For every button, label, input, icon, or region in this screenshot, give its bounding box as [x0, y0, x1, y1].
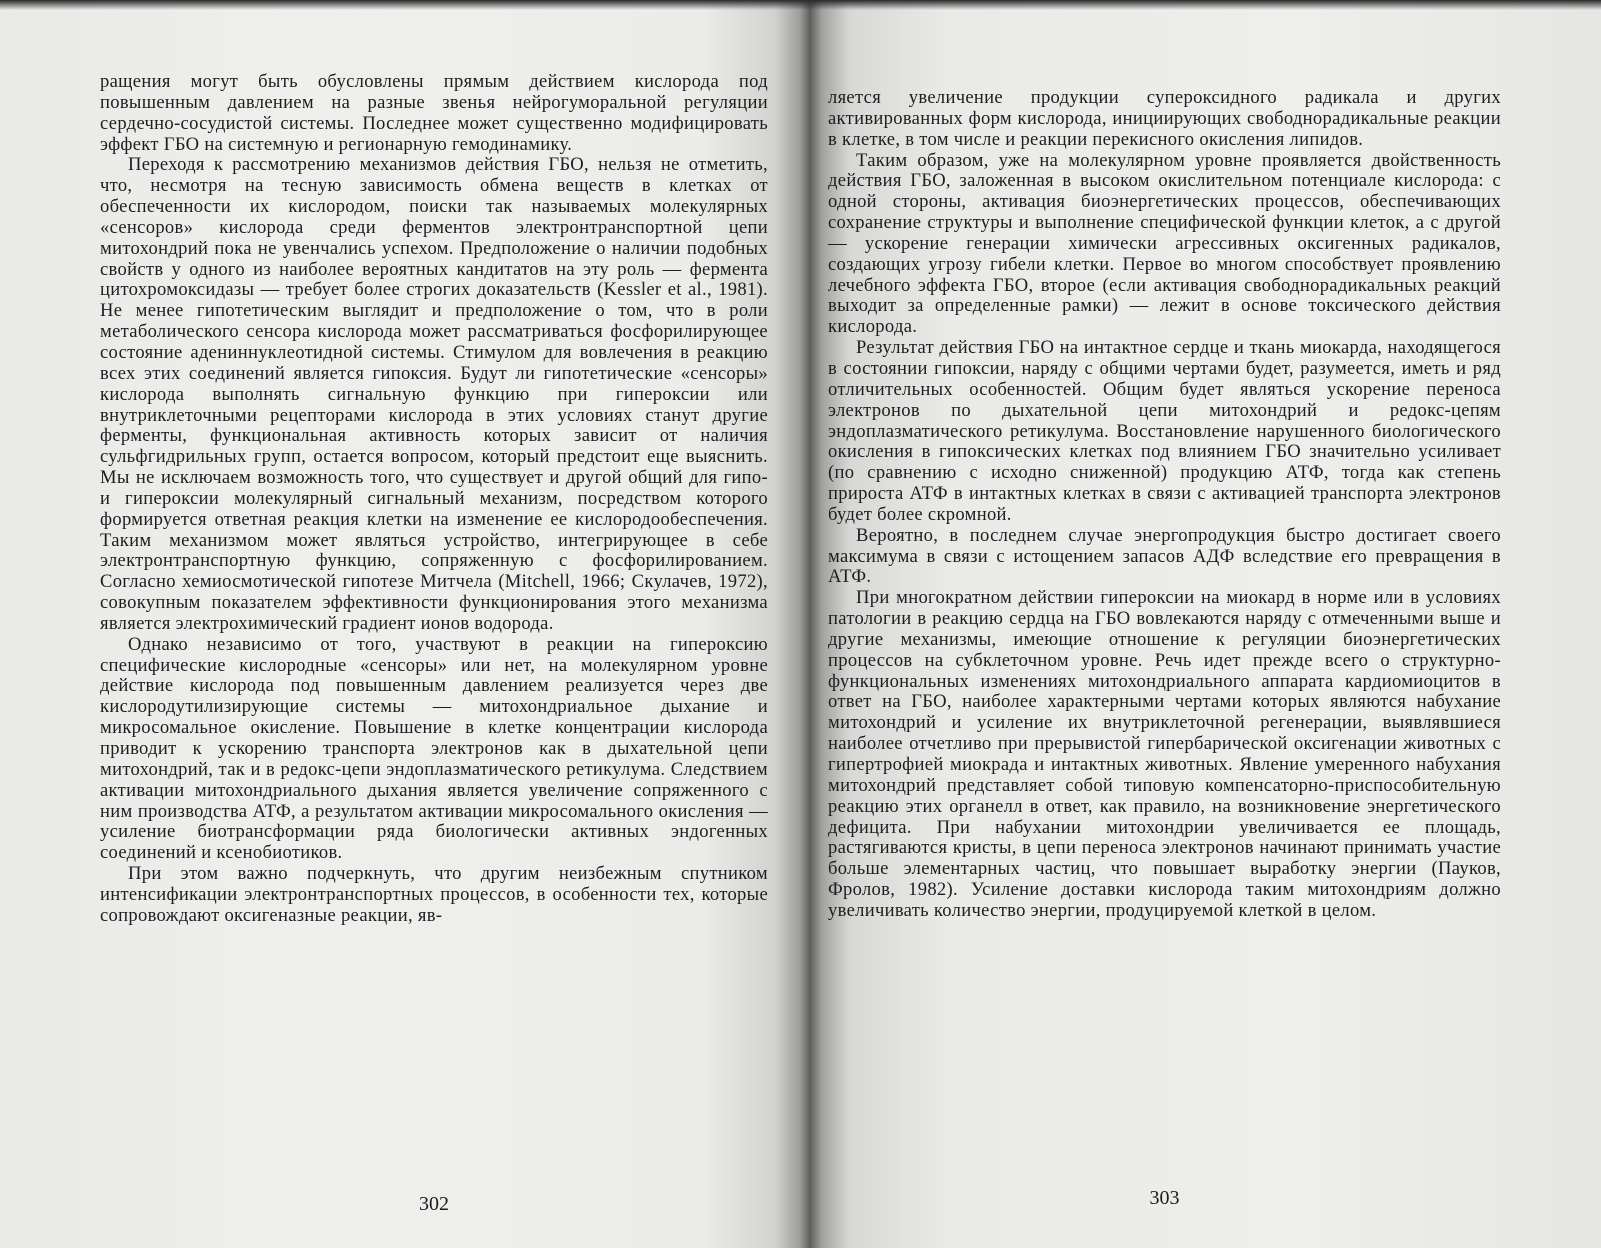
page-number: 302 [419, 1193, 449, 1215]
paragraph: При многократном действии гипероксии на миокард в норме или в условиях патологии в реакцию сердца на ГБО вовлекаются наряду с отмеченными выше и другие механизмы, имеющие отношение к регуляции биоэнергетических процессов на субклеточном уровне. Речь идет прежде всего о структурно-функциональных изменениях митохондриального аппарата кардиомиоцитов в ответ на ГБО, наиболее характерными чертами которых являются набухание митохондрий и усиление их внутриклеточной регенерации, выявлявшиеся наиболее отчетливо при прерывистой гипербарической оксигенации животных с гипертрофией миокрада и интактных животных. Явление умеренного набухания митохондрий представляет собой типовую компенсаторно-приспособительную реакцию этих органелл в ответ, как правило, на возникновение энергетического дефицита. При набухании митохондрии увеличивается ее площадь, растягиваются кристы, в цепи переноса электронов начинают принимать участие больше элементарных частиц, что повышает выработку энергии (Пауков, Фролов, 1982). Усиление доставки кислорода таким митохондриям должно увеличивать количество энергии, продуцируемой клеткой в целом. [828, 587, 1501, 921]
paragraph: ляется увеличение продукции супероксидного радикала и других активированных форм кислорода, инициирующих свободнорадикальные реакции в клетке, в том числе и реакции перекисного окисления липидов. [828, 87, 1501, 150]
right-page [828, 88, 1501, 1228]
paragraph: Таким образом, уже на молекулярном уровне проявляется двойственность действия ГБО, заложенная в высоком окислительном потенциале кислорода: с одной стороны, активация биоэнергетических процессов, обеспечивающих сохранение структуры и выполнение специфической функции клеток, а с другой — ускорение генерации химически агрессивных оксигенных радикалов, создающих угрозу гибели клетки. Первое во многом способствует проявлению лечебного эффекта ГБО, второе (если активация свободнорадикальных реакций выходит за определенные рамки) — лежит в основе токсического действия кислорода. [828, 149, 1501, 338]
paragraph: Результат действия ГБО на интактное сердце и ткань миокарда, находящегося в состоянии гипоксии, наряду с общими чертами будет, разумеется, иметь и ряд отличительных особенностей. Общим будет являться ускорение переноса электронов по дыхательной цепи митохондрий и редокс-цепям эндоплазматического ретикулума. Восстановление нарушенного биологического окисления в гипоксических клетках под влиянием ГБО значительно усиливает (по сравнению с исходно сниженной) продукцию АТФ, тогда как степень прироста АТФ в интактных клетках в связи с активацией транспорта электронов будет более скромной. [828, 337, 1501, 525]
page-number: 303 [1149, 1187, 1180, 1209]
paragraph: При этом важно подчеркнуть, что другим неизбежным спутником интенсификации электронтранспортных процессов, в особенности тех, которые сопровождают оксигеназные реакции, яв- [100, 863, 768, 926]
paragraph: Вероятно, в последнем случае энергопродукция быстро достигает своего максимума в связи с истощением запасов АДФ вследствие его превращения в АТФ. [828, 524, 1501, 588]
left-page-text [100, 72, 768, 927]
right-page-text [828, 88, 1501, 922]
paragraph: ращения могут быть обусловлены прямым действием кислорода под повышенным давлением на разные звенья нейрогуморальной регуляции сердечно-сосудистой системы. Последнее может существенно модифицировать эффект ГБО на системную и регионарную гемодинамику. [100, 71, 768, 155]
left-page [100, 72, 768, 1222]
paragraph: Однако независимо от того, участвуют в реакции на гипероксию специфические кислородные «сенсоры» или нет, на молекулярном уровне действие кислорода под повышенным давлением реализуется через две кислородутилизирующие системы — митохондриальное дыхание и микросомальное окисление. Повышение в клетке концентрации кислорода приводит к ускорению транспорта электронов как в дыхательной цепи митохондрий, так и в редокс-цепи эндоплазматического ретикулума. Следствием активации митохондриального дыхания является увеличение сопряженного с ним производства АТФ, а результатом активации микросомального окисления — усиление биотрансформации ряда биологически активных эндогенных соединений и ксенобиотиков. [100, 633, 768, 864]
scan-top-edge [0, 0, 1601, 10]
paragraph: Переходя к рассмотрению механизмов действия ГБО, нельзя не отметить, что, несмотря на тесную зависимость обмена веществ в клетках от обеспеченности их кислородом, поиски так называемых молекулярных «сенсоров» кислорода среди ферментов электронтранспортной цепи митохондрий пока не увенчались успехом. Предположение о наличии подобных свойств у одного из наиболее вероятных кандитатов на эту роль — фермента цитохромоксидазы — требует более строгих доказательств (Kessler et al., 1981). Не менее гипотетическим выглядит и предположение о том, что в роли метаболического сенсора кислорода может рассматриваться фосфорилирующее состояние адениннуклеотидной системы. Стимулом для вовлечения в реакцию всех этих соединений является гипоксия. Будут ли гипотетические «сенсоры» кислорода выполнять сигнальную функцию при гипероксии или внутриклеточными рецепторами кислорода в этих условиях станут другие ферменты, функциональная активность которых зависит от наличия сульфгидрильных групп, остается вопросом, который предстоит еще выяснить. Мы не исключаем возможность того, что существует и другой общий для гипо- и гипероксии молекулярный сигнальный механизм, посредством которого формируется ответная реакция клетки на изменение ее кислородообеспечения. Таким механизмом может являться устройство, интегрирующее в себе электронтранспортную функцию, сопряженную с фосфорилированием. Согласно хемиосмотической гипотезе Митчела (Mitchell, 1966; Скулачев, 1972), совокупным показателем эффективности функционирования этого механизма является электрохимический градиент ионов водорода. [100, 154, 768, 634]
